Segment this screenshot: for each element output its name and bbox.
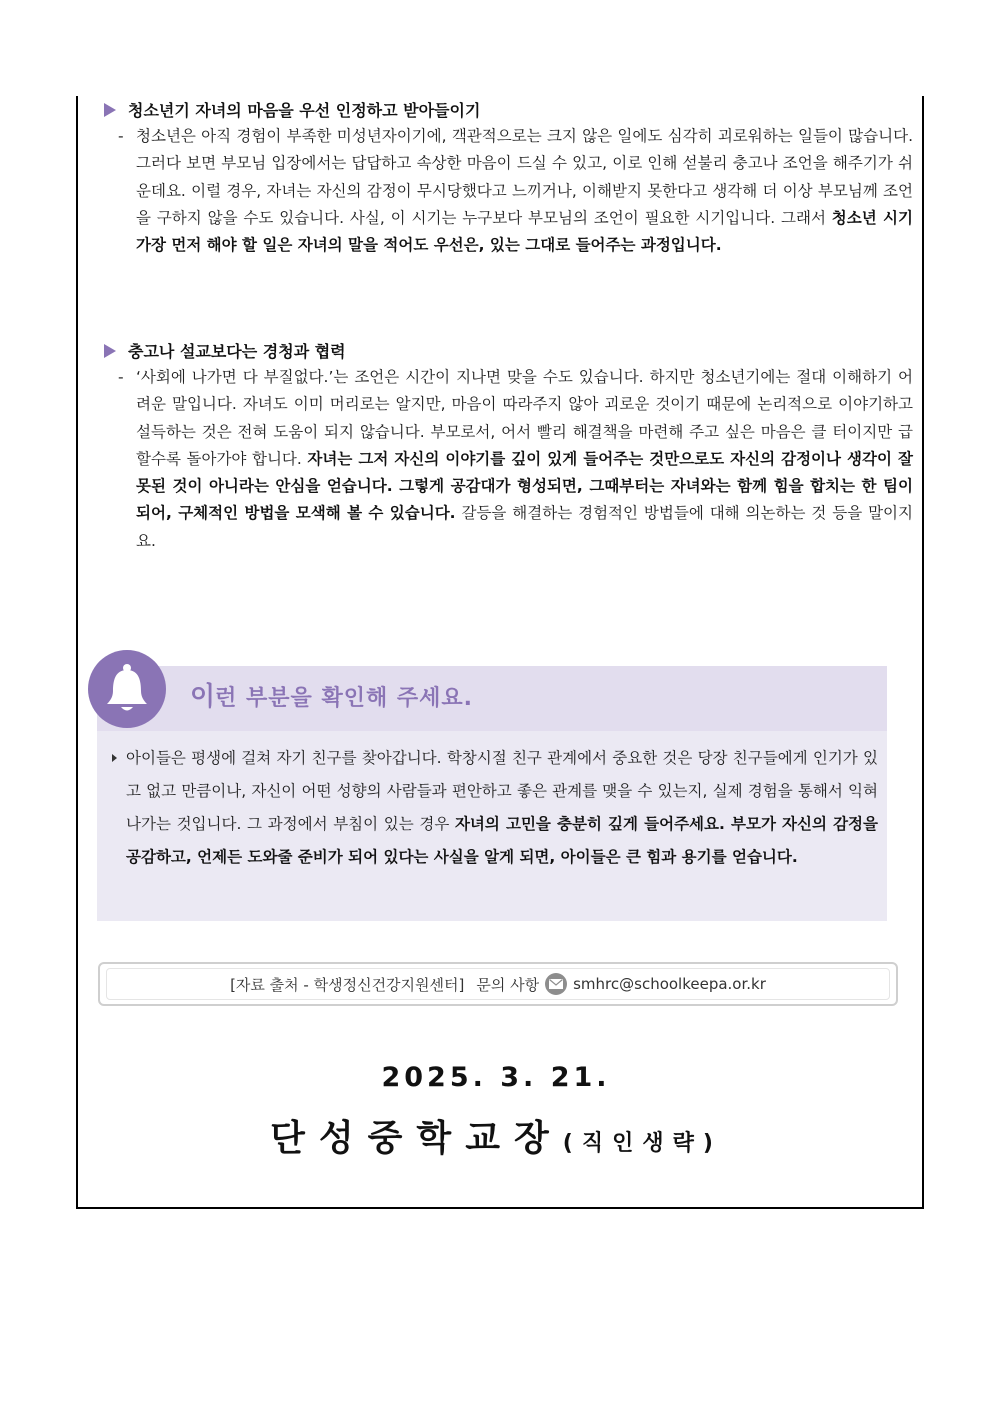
seal-note: (직인생략) xyxy=(562,1131,722,1156)
section-2-paragraph xyxy=(118,364,913,555)
notice-text: 아이들은 평생에 걸쳐 자기 친구를 찾아갑니다. 학창시절 친구 관계에서 중요한 것은 당장 친구들에게 인기가 있고 없고 만큼이나, 자신이 어떤 성향의 사람들과 편안하고 좋은 관계를 맺을 수 있는지, 실제 경험을 통해서 익혀 나가는 것입니다. 그 과정에서 부침이 있는 경우 xyxy=(126,749,878,833)
dash-marker: - xyxy=(118,127,124,145)
dash-marker: - xyxy=(118,368,124,386)
triangle-bullet-icon xyxy=(104,103,116,117)
section-2-text-after: 갈등을 해결하는 경험적인 방법들에 대해 의논하는 것 등을 말이지요. xyxy=(136,504,914,550)
notice-title-rest: 런 부분을 확인해 주세요. xyxy=(215,686,473,711)
section-2-bold-text: 자녀는 그저 자신의 이야기를 깊이 있게 들어주는 것만으로도 자신의 감정이나 생각이 잘못된 것이 아니라는 안심을 얻습니다. 그렇게 공감대가 형성되면, 그때부터는 자녀와는 함께 힘을 합치는 한 팀이 되어, 구체적인 방법을 모색해 볼 수 있습니다. xyxy=(136,449,913,523)
source-box xyxy=(98,962,898,1006)
principal-signature xyxy=(0,1110,992,1161)
notice-paragraph xyxy=(112,742,878,874)
issue-date: 2025. 3. 21. xyxy=(381,1062,611,1093)
bullet-icon xyxy=(112,754,117,762)
section-1-title: 청소년기 자녀의 마음을 우선 인정하고 받아들이기 xyxy=(128,101,481,120)
source-box-inner-border xyxy=(106,968,890,1000)
section-1-text: 청소년은 아직 경험이 부족한 미성년자이기에, 객관적으로는 크지 않은 일에도 심각히 괴로워하는 일들이 많습니다. 그러다 보면 부모님 입장에서는 답답하고 속상한 마음이 드실 수 있고, 이로 인해 섣불리 충고나 조언을 해주기가 쉬운데요. 이럴 경우, 자녀는 자신의 감정이 무시당했다고 느끼거나, 이해받지 못한다고 생각해 더 이상 부모님께 조언을 구하지 않을 수도 있습니다. 사실, 이 시기는 누구보다 부모님의 조언이 필요한 시기입니다. 그래서 xyxy=(136,127,913,227)
principal-name: 단성중학교장 xyxy=(270,1118,563,1159)
contact-label: 문의 사항 xyxy=(476,975,540,994)
notice-title xyxy=(190,676,473,713)
section-2-title: 충고나 설교보다는 경청과 협력 xyxy=(128,342,346,361)
section-2-text: ‘사회에 나가면 다 부질없다.’는 조언은 시간이 지나면 맞을 수도 있습니다. 하지만 청소년기에는 절대 이해하기 어려운 말입니다. 자녀도 이미 머리로는 알지만, 마음이 따라주지 않아 괴로운 것이기 때문에 논리적으로 이야기하고 설득하는 것은 전혀 도움이 되지 않습니다. 부모로서, 어서 빨리 해결책을 마련해 주고 싶은 마음은 클 터이지만 급할수록 돌아가야 합니다. xyxy=(136,368,913,468)
section-1-bold-text: 청소년 시기 가장 먼저 해야 할 일은 자녀의 말을 적어도 우선은, 있는 그대로 들어주는 과정입니다. xyxy=(136,208,913,255)
triangle-bullet-icon xyxy=(104,344,116,358)
contact-email[interactable]: smhrc@schoolkeepa.or.kr xyxy=(573,975,766,993)
section-1-paragraph xyxy=(118,123,913,259)
section-1-heading xyxy=(104,98,480,121)
bell-icon xyxy=(88,650,166,728)
notice-title-first: 이 xyxy=(190,682,216,712)
notice-bold-text: 자녀의 고민을 충분히 깊게 들어주세요. 부모가 자신의 감정을 공감하고, 언제든 도와줄 준비가 되어 있다는 사실을 알게 되면, 아이들은 큰 힘과 용기를 얻습니다. xyxy=(126,815,878,866)
source-label: [자료 출처 - 학생정신건강지원센터] xyxy=(230,975,465,994)
document-frame xyxy=(76,96,924,1209)
section-2-heading xyxy=(104,339,346,362)
